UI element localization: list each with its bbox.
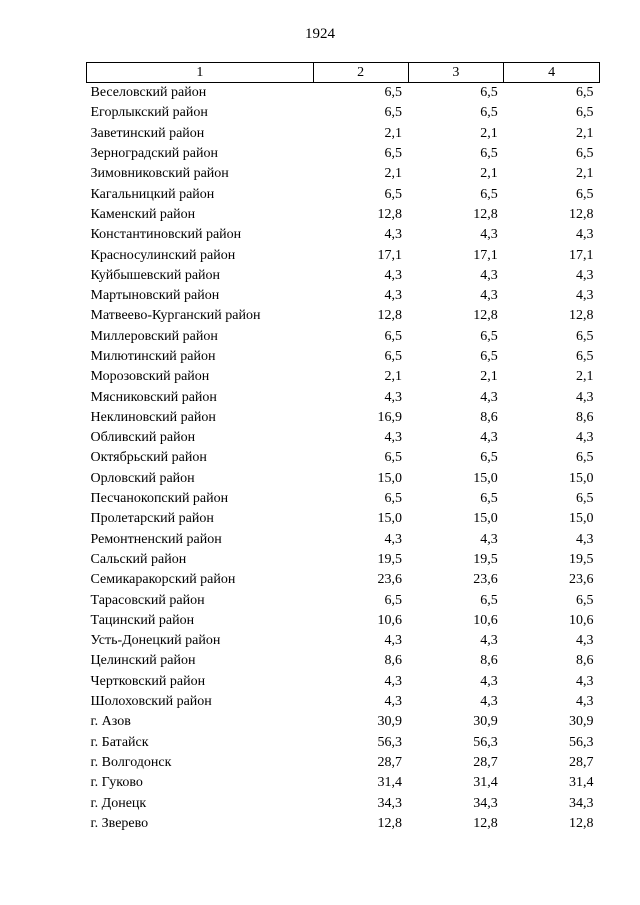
row-value-col3: 19,5	[473, 551, 498, 567]
row-value-col4: 30,9	[569, 714, 594, 730]
row-value-col4: 4,3	[576, 267, 594, 283]
table-row	[87, 387, 600, 407]
row-value-col3: 10,6	[473, 612, 498, 628]
row-name: Усть-Донецкий район	[90, 633, 221, 649]
table-row	[87, 570, 600, 590]
row-value-col2: 28,7	[377, 754, 403, 770]
row-value-col2: 12,8	[377, 206, 403, 222]
table-row	[87, 509, 600, 529]
table-row	[87, 672, 600, 692]
row-name: Пролетарский район	[90, 511, 214, 527]
row-value-col2: 4,3	[384, 673, 403, 689]
row-value-col2: 12,8	[377, 308, 403, 324]
row-name: Семикаракорский район	[90, 572, 236, 588]
table-header-row	[87, 63, 600, 83]
column-header-4: 4	[504, 63, 600, 83]
row-name: г. Донецк	[90, 795, 147, 811]
row-name: Неклиновский район	[90, 409, 216, 425]
row-value-col3: 23,6	[473, 572, 498, 588]
row-name: Красносулинский район	[90, 247, 236, 263]
row-name: Мясниковский район	[90, 389, 217, 405]
row-value-col3: 6,5	[480, 491, 498, 507]
row-name: Заветинский район	[90, 125, 205, 141]
table-row	[87, 124, 600, 144]
row-name: Константиновский район	[90, 227, 242, 243]
table-row	[87, 651, 600, 671]
row-value-col2: 4,3	[384, 389, 403, 405]
row-value-col4: 31,4	[569, 775, 594, 791]
row-value-col4: 6,5	[576, 450, 594, 466]
row-value-col4: 56,3	[569, 734, 594, 750]
row-value-col4: 4,3	[576, 430, 594, 446]
row-value-col4: 12,8	[569, 206, 594, 222]
table-row	[87, 489, 600, 509]
row-value-col2: 6,5	[384, 146, 403, 162]
row-value-col3: 6,5	[480, 592, 498, 608]
table-row	[87, 245, 600, 265]
row-value-col4: 6,5	[576, 349, 594, 364]
data-table	[86, 62, 600, 834]
row-value-col2: 31,4	[377, 775, 403, 791]
row-value-col4: 8,6	[576, 653, 594, 669]
column-header-3: 3	[408, 63, 504, 83]
row-value-col4: 17,1	[569, 247, 594, 263]
row-name: Матвеево-Курганский район	[90, 308, 261, 324]
row-value-col2: 6,5	[384, 592, 403, 608]
table-row	[87, 408, 600, 428]
row-value-col2: 6,5	[384, 349, 403, 364]
row-value-col3: 2,1	[480, 369, 498, 385]
row-value-col4: 6,5	[576, 85, 594, 101]
row-value-col4: 4,3	[576, 531, 594, 547]
row-name: Ремонтненский район	[90, 531, 222, 547]
row-name: Зерноградский район	[90, 146, 218, 162]
table-row	[87, 428, 600, 448]
row-value-col2: 23,6	[377, 572, 403, 588]
table-row	[87, 103, 600, 123]
row-value-col2: 16,9	[377, 409, 403, 425]
row-value-col2: 15,0	[377, 511, 403, 527]
row-value-col4: 6,5	[576, 328, 594, 344]
row-value-col2: 6,5	[384, 328, 403, 344]
row-name: Чертковский район	[90, 673, 206, 689]
row-value-col3: 4,3	[480, 288, 498, 304]
row-value-col4: 6,5	[576, 105, 594, 121]
row-value-col2: 4,3	[384, 227, 403, 243]
row-value-col3: 4,3	[480, 430, 498, 446]
table-row	[87, 266, 600, 286]
row-name: Октябрьский район	[90, 450, 207, 466]
row-name: Целинский район	[90, 653, 196, 669]
table-row	[87, 530, 600, 550]
row-value-col3: 6,5	[480, 349, 498, 364]
table-row	[87, 448, 600, 468]
row-name: г. Гуково	[90, 775, 143, 791]
row-value-col4: 8,6	[576, 409, 594, 425]
row-value-col4: 6,5	[576, 146, 594, 162]
table-row	[87, 327, 600, 347]
page-number: 1924	[305, 26, 335, 42]
table-row	[87, 712, 600, 732]
row-name: Мартыновский район	[90, 288, 220, 304]
row-name: Тарасовский район	[90, 592, 205, 608]
row-value-col2: 56,3	[377, 734, 403, 750]
row-value-col3: 6,5	[480, 328, 498, 344]
row-value-col4: 10,6	[569, 612, 594, 628]
table-row	[87, 692, 600, 712]
row-value-col3: 17,1	[473, 247, 498, 263]
row-value-col4: 28,7	[569, 754, 594, 770]
row-name: Песчанокопский район	[90, 491, 229, 507]
row-name: Милютинский район	[90, 349, 216, 364]
row-value-col3: 34,3	[473, 795, 498, 811]
row-value-col2: 6,5	[384, 85, 403, 101]
row-name: Сальский район	[90, 551, 187, 567]
row-name: г. Волгодонск	[90, 754, 172, 770]
row-value-col4: 19,5	[569, 551, 594, 567]
row-value-col2: 2,1	[384, 369, 403, 385]
row-name: Кагальницкий район	[90, 186, 215, 202]
row-value-col4: 6,5	[576, 592, 594, 608]
row-value-col3: 2,1	[480, 166, 498, 182]
row-value-col4: 15,0	[569, 511, 594, 527]
column-header-2: 2	[313, 63, 408, 83]
row-value-col3: 8,6	[480, 653, 498, 669]
row-name: Тацинский район	[90, 612, 195, 628]
row-value-col3: 6,5	[480, 450, 498, 466]
table-row	[87, 631, 600, 651]
table-row	[87, 753, 600, 773]
row-value-col4: 2,1	[576, 125, 594, 141]
row-value-col2: 6,5	[384, 491, 403, 507]
row-name: Морозовский район	[90, 369, 210, 385]
table-row	[87, 306, 600, 326]
row-value-col2: 4,3	[384, 430, 403, 446]
row-value-col2: 15,0	[377, 470, 403, 486]
column-header-1: 1	[87, 63, 314, 83]
table-row	[87, 793, 600, 813]
table-row	[87, 286, 600, 306]
row-value-col4: 23,6	[569, 572, 594, 588]
row-value-col2: 12,8	[377, 815, 403, 831]
row-name: г. Батайск	[90, 734, 149, 750]
row-value-col4: 12,8	[569, 815, 594, 831]
table-row	[87, 773, 600, 793]
table-row	[87, 164, 600, 184]
row-value-col4: 15,0	[569, 470, 594, 486]
row-value-col3: 4,3	[480, 531, 498, 547]
row-value-col3: 12,8	[473, 308, 498, 324]
row-value-col4: 34,3	[569, 795, 594, 811]
row-name: Шолоховский район	[90, 694, 212, 710]
row-value-col2: 8,6	[384, 653, 403, 669]
row-name: Каменский район	[90, 206, 196, 222]
table-row	[87, 611, 600, 631]
row-value-col2: 6,5	[384, 450, 403, 466]
row-value-col3: 12,8	[473, 206, 498, 222]
row-value-col2: 4,3	[384, 633, 403, 649]
row-value-col3: 31,4	[473, 775, 498, 791]
row-value-col4: 6,5	[576, 186, 594, 202]
row-value-col4: 4,3	[576, 227, 594, 243]
table-row	[87, 184, 600, 204]
row-value-col4: 2,1	[576, 369, 594, 385]
row-value-col2: 34,3	[377, 795, 403, 811]
row-value-col3: 30,9	[473, 714, 498, 730]
row-name: Миллеровский район	[90, 328, 218, 344]
row-name: г. Азов	[90, 714, 131, 730]
row-value-col3: 6,5	[480, 186, 498, 202]
row-value-col3: 15,0	[473, 470, 498, 486]
row-value-col2: 17,1	[377, 247, 403, 263]
row-value-col4: 4,3	[576, 694, 594, 710]
table-row	[87, 347, 600, 367]
row-name: г. Зверево	[90, 815, 149, 831]
row-value-col3: 2,1	[480, 125, 498, 141]
table-row	[87, 814, 600, 834]
table-row	[87, 83, 600, 104]
row-value-col3: 8,6	[480, 409, 498, 425]
row-value-col4: 4,3	[576, 673, 594, 689]
table-row	[87, 225, 600, 245]
row-value-col3: 4,3	[480, 227, 498, 243]
row-value-col3: 6,5	[480, 146, 498, 162]
row-name: Зимовниковский район	[90, 166, 229, 182]
row-name: Веселовский район	[90, 85, 207, 101]
row-value-col4: 2,1	[576, 166, 594, 182]
row-value-col3: 15,0	[473, 511, 498, 527]
row-value-col2: 6,5	[384, 105, 403, 121]
row-value-col2: 6,5	[384, 186, 403, 202]
row-value-col3: 4,3	[480, 673, 498, 689]
row-value-col2: 4,3	[384, 531, 403, 547]
row-value-col2: 2,1	[384, 125, 403, 141]
row-name: Куйбышевский район	[90, 267, 221, 283]
row-value-col3: 6,5	[480, 105, 498, 121]
row-name: Обливский район	[90, 430, 196, 446]
row-value-col2: 4,3	[384, 267, 403, 283]
row-value-col2: 2,1	[384, 166, 403, 182]
table-row	[87, 144, 600, 164]
table-row	[87, 733, 600, 753]
row-value-col4: 12,8	[569, 308, 594, 324]
row-value-col4: 6,5	[576, 491, 594, 507]
row-value-col3: 56,3	[473, 734, 498, 750]
row-value-col2: 30,9	[377, 714, 403, 730]
row-value-col3: 4,3	[480, 267, 498, 283]
table-row	[87, 367, 600, 387]
row-value-col2: 19,5	[377, 551, 403, 567]
row-value-col3: 4,3	[480, 694, 498, 710]
row-value-col4: 4,3	[576, 288, 594, 304]
row-value-col4: 4,3	[576, 633, 594, 649]
row-value-col2: 10,6	[377, 612, 403, 628]
row-value-col2: 4,3	[384, 288, 403, 304]
row-value-col3: 28,7	[473, 754, 498, 770]
table-row	[87, 205, 600, 225]
table-body	[87, 83, 600, 834]
row-value-col3: 6,5	[480, 85, 498, 101]
row-name: Орловский район	[90, 470, 195, 486]
table-row	[87, 550, 600, 570]
table-row	[87, 590, 600, 610]
row-value-col3: 4,3	[480, 389, 498, 405]
table-row	[87, 469, 600, 489]
row-value-col3: 4,3	[480, 633, 498, 649]
row-value-col3: 12,8	[473, 815, 498, 831]
row-name: Егорлыкский район	[90, 105, 208, 121]
row-value-col4: 4,3	[576, 389, 594, 405]
row-value-col2: 4,3	[384, 694, 403, 710]
